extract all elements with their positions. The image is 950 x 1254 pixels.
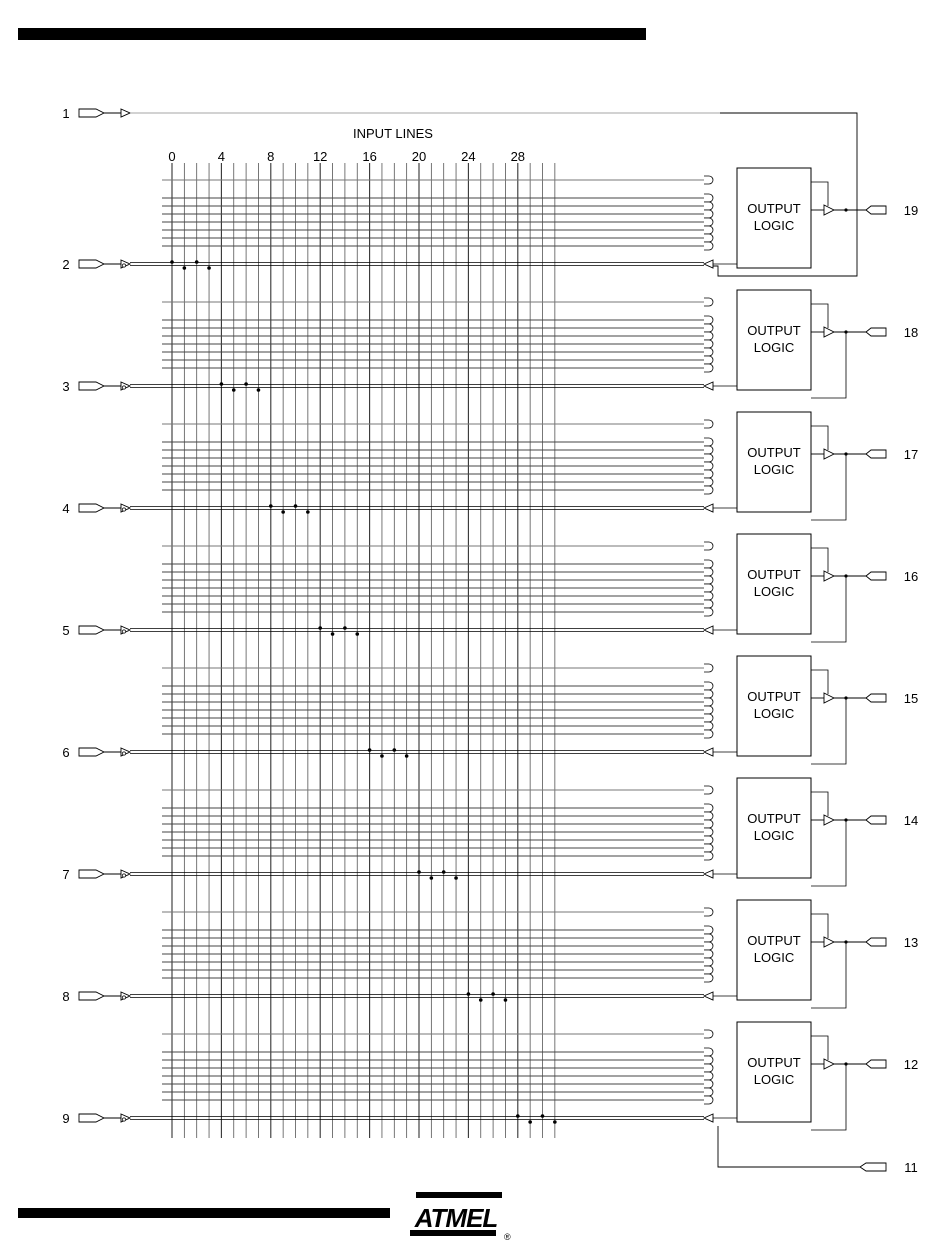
- and-gate-symbol: [704, 786, 713, 794]
- output-buffer-triangle: [824, 327, 834, 337]
- oe-wire: [811, 670, 828, 694]
- and-gate-symbol: [704, 958, 713, 966]
- connection-dot: [306, 510, 310, 514]
- output-logic-label-1: OUTPUT: [747, 323, 801, 338]
- output-pin-label: 17: [903, 447, 919, 462]
- connection-dot: [454, 876, 458, 880]
- connection-dot: [553, 1120, 557, 1124]
- output-logic-label-2: LOGIC: [753, 340, 795, 355]
- and-gate-symbol: [704, 608, 713, 616]
- connection-dot: [343, 626, 347, 630]
- and-gate-symbol: [704, 348, 713, 356]
- macrocell-block: [162, 900, 918, 1008]
- output-buffer-triangle: [824, 693, 834, 703]
- and-gate-symbol: [704, 242, 713, 250]
- and-gate-symbol: [704, 1072, 713, 1080]
- column-label: 28: [510, 149, 526, 164]
- oe-wire: [811, 304, 828, 328]
- output-pin-label: 19: [903, 203, 919, 218]
- output-pin-box: [866, 816, 886, 824]
- input-pin-label: 7: [62, 867, 70, 882]
- junction-dot: [844, 208, 847, 211]
- output-pin-box: [866, 206, 886, 214]
- connection-dot: [430, 876, 434, 880]
- and-gate-symbol: [704, 438, 713, 446]
- connection-dot: [257, 388, 261, 392]
- column-label: 4: [217, 149, 226, 164]
- output-buffer-triangle: [824, 1059, 834, 1069]
- and-gate-symbol: [704, 722, 713, 730]
- macrocell-block: [162, 168, 918, 268]
- connection-dot: [491, 992, 495, 996]
- and-gate-symbol: [704, 1088, 713, 1096]
- input-buffer-triangle: [121, 260, 130, 268]
- input-buffer-triangle: [121, 626, 130, 634]
- and-gate-symbol: [704, 316, 713, 324]
- output-logic-label-1: OUTPUT: [747, 689, 801, 704]
- output-pin-label: 12: [903, 1057, 919, 1072]
- connection-dot: [479, 998, 483, 1002]
- connection-dot: [207, 266, 211, 270]
- atmel-logo: [406, 1190, 516, 1242]
- output-logic-label-2: LOGIC: [753, 584, 795, 599]
- input-pin-box: [79, 382, 104, 390]
- connection-dot: [528, 1120, 532, 1124]
- and-gate-symbol: [704, 974, 713, 982]
- feedback-buffer-triangle: [704, 260, 713, 268]
- input-buffer-bubble: [122, 630, 125, 633]
- output-pin-label: 13: [903, 935, 919, 950]
- connection-dot: [294, 504, 298, 508]
- output-buffer-triangle: [824, 937, 834, 947]
- connection-dot: [281, 510, 285, 514]
- and-gate-symbol: [704, 298, 713, 306]
- input-pin-label: 1: [62, 106, 70, 121]
- and-gate-symbol: [704, 966, 713, 974]
- macrocell-block: [162, 412, 918, 520]
- input-pin-label: 4: [62, 501, 70, 516]
- and-gate-symbol: [704, 820, 713, 828]
- input-buffer-triangle: [121, 992, 130, 1000]
- and-gate-symbol: [704, 364, 713, 372]
- macrocells: [162, 168, 918, 1130]
- input-buffer-triangle: [121, 748, 130, 756]
- output-logic-label-1: OUTPUT: [747, 811, 801, 826]
- oe-wire: [811, 914, 828, 938]
- input-buffer-triangle: [121, 109, 130, 117]
- input-buffer-bubble: [122, 1118, 125, 1121]
- and-gate-symbol: [704, 584, 713, 592]
- and-gate-symbol: [704, 942, 713, 950]
- output-logic-label-2: LOGIC: [753, 828, 795, 843]
- input-pin-box: [79, 109, 104, 117]
- output-logic-label-1: OUTPUT: [747, 1055, 801, 1070]
- output-pin-box: [866, 328, 886, 336]
- pin11-wire: [718, 1126, 860, 1167]
- output-buffer-triangle: [824, 449, 834, 459]
- input-pin-box: [79, 504, 104, 512]
- and-gate-symbol: [704, 664, 713, 672]
- output-pin-label: 18: [903, 325, 919, 340]
- and-gate-symbol: [704, 950, 713, 958]
- connection-dot: [368, 748, 372, 752]
- feedback-buffer-triangle: [704, 748, 713, 756]
- and-gate-symbol: [704, 226, 713, 234]
- feedback-wire: [811, 576, 846, 642]
- feedback-buffer-triangle: [704, 626, 713, 634]
- output-pin-box: [866, 694, 886, 702]
- input-pin-box: [79, 260, 104, 268]
- connection-dot: [541, 1114, 545, 1118]
- input-pin-label: 3: [62, 379, 70, 394]
- output-logic-label-1: OUTPUT: [747, 445, 801, 460]
- output-logic-label-1: OUTPUT: [747, 567, 801, 582]
- and-gate-symbol: [704, 730, 713, 738]
- macrocell-block: [162, 1022, 918, 1130]
- and-gate-symbol: [704, 1096, 713, 1104]
- column-label: 8: [267, 149, 275, 164]
- macrocell-block: [162, 290, 918, 398]
- atmel-logo-text: ATMEL: [414, 1203, 498, 1233]
- and-gate-symbol: [704, 202, 713, 210]
- connection-dot: [442, 870, 446, 874]
- input-pin-label: 6: [62, 745, 70, 760]
- output-pin-box: [866, 938, 886, 946]
- and-gate-symbol: [704, 1056, 713, 1064]
- input-pin-box: [79, 748, 104, 756]
- and-gate-symbol: [704, 1048, 713, 1056]
- and-gate-symbol: [704, 812, 713, 820]
- output-logic-label-2: LOGIC: [753, 218, 795, 233]
- footer-rule: [18, 1208, 390, 1218]
- connection-dot: [269, 504, 273, 508]
- input-pin-box: [79, 626, 104, 634]
- output-pin-box: [866, 572, 886, 580]
- and-gate-symbol: [704, 592, 713, 600]
- input-pin-box: [79, 992, 104, 1000]
- oe-wire: [811, 1036, 828, 1060]
- input-pin-label: 5: [62, 623, 70, 638]
- and-gate-symbol: [704, 568, 713, 576]
- input-pin-label: 9: [62, 1111, 70, 1126]
- input-pin-label: 8: [62, 989, 70, 1004]
- input-lines-title: INPUT LINES: [353, 126, 433, 141]
- and-gate-symbol: [704, 926, 713, 934]
- and-gate-symbol: [704, 356, 713, 364]
- output-pin-box: [866, 450, 886, 458]
- column-labels: [168, 149, 525, 164]
- and-gate-symbol: [704, 576, 713, 584]
- and-gate-symbol: [704, 844, 713, 852]
- and-gate-symbol: [704, 234, 713, 242]
- input-buffer-triangle: [121, 504, 130, 512]
- macrocell-block: [162, 778, 918, 886]
- output-pin-label: 15: [903, 691, 919, 706]
- connection-dot: [355, 632, 359, 636]
- pin11-label: 11: [904, 1160, 918, 1175]
- feedback-buffer-triangle: [704, 992, 713, 1000]
- input-buffer-bubble: [122, 874, 125, 877]
- macrocell-block: [162, 534, 918, 642]
- oe-wire: [811, 426, 828, 450]
- input-buffer-bubble: [122, 386, 125, 389]
- and-gate-symbol: [704, 560, 713, 568]
- macrocell-block: [162, 656, 918, 764]
- and-array-grid: [172, 163, 555, 1138]
- and-gate-symbol: [704, 934, 713, 942]
- feedback-wire: [811, 1064, 846, 1130]
- oe-wire: [811, 182, 828, 206]
- column-label: 0: [168, 149, 176, 164]
- oe-wire: [811, 792, 828, 816]
- output-buffer-triangle: [824, 205, 834, 215]
- connection-dot: [183, 266, 187, 270]
- output-logic-label-1: OUTPUT: [747, 201, 801, 216]
- input-buffer-bubble: [122, 752, 125, 755]
- oe-wire: [811, 548, 828, 572]
- input-buffer-bubble: [122, 508, 125, 511]
- connection-dot: [393, 748, 397, 752]
- connection-dot: [220, 382, 224, 386]
- input-buffer-bubble: [122, 996, 125, 999]
- and-gate-symbol: [704, 828, 713, 836]
- and-gate-symbol: [704, 698, 713, 706]
- and-gate-symbol: [704, 446, 713, 454]
- input-pin-label: 2: [62, 257, 70, 272]
- and-gate-symbol: [704, 332, 713, 340]
- output-logic-label-2: LOGIC: [753, 1072, 795, 1087]
- and-gate-symbol: [704, 470, 713, 478]
- input-buffer-bubble: [122, 264, 125, 267]
- input-pin-box: [79, 870, 104, 878]
- connection-dot: [380, 754, 384, 758]
- and-gate-symbol: [704, 420, 713, 428]
- feedback-buffer-triangle: [704, 382, 713, 390]
- input-pin-box: [79, 1114, 104, 1122]
- and-gate-symbol: [704, 1030, 713, 1038]
- and-gate-symbol: [704, 600, 713, 608]
- column-label: 16: [362, 149, 377, 164]
- pin11-box: [860, 1163, 886, 1171]
- and-gate-symbol: [704, 194, 713, 202]
- and-gate-symbol: [704, 804, 713, 812]
- input-buffer-triangle: [121, 870, 130, 878]
- feedback-wire: [811, 332, 846, 398]
- feedback-buffer-triangle: [704, 504, 713, 512]
- and-gate-symbol: [704, 836, 713, 844]
- connection-dot: [318, 626, 322, 630]
- and-gate-symbol: [704, 542, 713, 550]
- and-gate-symbol: [704, 486, 713, 494]
- feedback-buffer-triangle: [704, 1114, 713, 1122]
- output-buffer-triangle: [824, 815, 834, 825]
- column-label: 12: [312, 149, 328, 164]
- output-pin-box: [866, 1060, 886, 1068]
- and-gate-symbol: [704, 852, 713, 860]
- feedback-wire: [811, 820, 846, 886]
- and-gate-symbol: [704, 908, 713, 916]
- and-gate-symbol: [704, 454, 713, 462]
- input-buffer-triangle: [121, 382, 130, 390]
- connection-dot: [504, 998, 508, 1002]
- connection-dot: [195, 260, 199, 264]
- column-label: 20: [411, 149, 427, 164]
- connection-dot: [331, 632, 335, 636]
- connection-dot: [244, 382, 248, 386]
- and-gate-symbol: [704, 706, 713, 714]
- feedback-wire: [811, 454, 846, 520]
- and-gate-symbol: [704, 462, 713, 470]
- and-gate-symbol: [704, 210, 713, 218]
- and-gate-symbol: [704, 324, 713, 332]
- output-logic-label-2: LOGIC: [753, 950, 795, 965]
- and-gate-symbol: [704, 682, 713, 690]
- connection-dot: [516, 1114, 520, 1118]
- column-label: 24: [461, 149, 476, 164]
- connection-dot: [405, 754, 409, 758]
- connection-dot: [170, 260, 174, 264]
- and-gate-symbol: [704, 1080, 713, 1088]
- registered-mark: ®: [504, 1232, 511, 1242]
- output-buffer-triangle: [824, 571, 834, 581]
- and-gate-symbol: [704, 1064, 713, 1072]
- input-buffer-triangle: [121, 1114, 130, 1122]
- and-gate-symbol: [704, 478, 713, 486]
- and-gate-symbol: [704, 176, 713, 184]
- output-logic-label-2: LOGIC: [753, 462, 795, 477]
- connection-dot: [417, 870, 421, 874]
- feedback-buffer-triangle: [704, 870, 713, 878]
- and-gate-symbol: [704, 340, 713, 348]
- feedback-wire: [811, 698, 846, 764]
- and-gate-symbol: [704, 218, 713, 226]
- and-gate-symbol: [704, 690, 713, 698]
- output-pin-label: 16: [903, 569, 919, 584]
- and-gate-symbol: [704, 714, 713, 722]
- feedback-wire: [811, 942, 846, 1008]
- output-logic-label-2: LOGIC: [753, 706, 795, 721]
- output-logic-label-1: OUTPUT: [747, 933, 801, 948]
- output-pin-label: 14: [903, 813, 919, 828]
- connection-dot: [232, 388, 236, 392]
- connection-dot: [467, 992, 471, 996]
